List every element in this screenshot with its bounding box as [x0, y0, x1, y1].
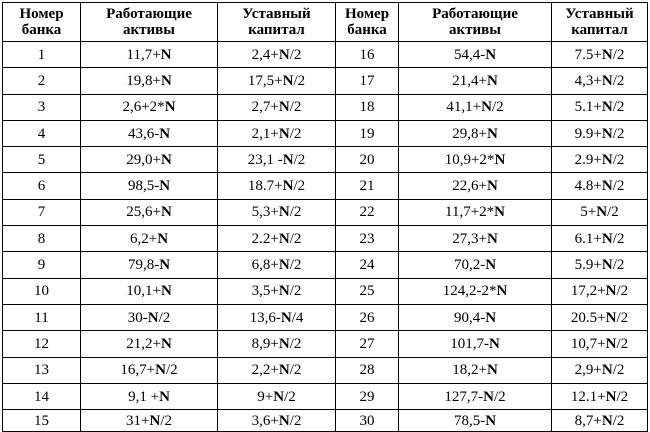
variable-n: N — [601, 362, 613, 379]
variable-n: N — [149, 412, 161, 429]
formula-part: /2 — [293, 72, 306, 89]
variable-n: N — [601, 230, 613, 247]
formula-part: /2 — [612, 362, 625, 379]
formula-part: 9.9+ — [574, 125, 602, 142]
formula-part: 2,1+ — [251, 125, 279, 142]
formula-part: 20.5+ — [570, 309, 606, 326]
variable-n: N — [159, 388, 170, 405]
variable-n: N — [486, 178, 498, 195]
formula-part: 127,7- — [444, 388, 484, 405]
table-row — [3, 278, 648, 304]
bank-number-cell: 20 — [336, 147, 399, 173]
variable-n: N — [601, 99, 613, 116]
charter-capital-cell — [552, 278, 648, 304]
charter-capital-cell — [552, 331, 648, 357]
table-body — [3, 42, 648, 432]
variable-n: N — [494, 151, 506, 168]
variable-n: N — [488, 335, 500, 352]
formula-part: 21,4+ — [452, 72, 487, 89]
variable-n: N — [485, 257, 497, 274]
working-assets-cell — [81, 120, 218, 146]
formula-part: 23,1 - — [247, 151, 283, 168]
charter-capital-cell — [218, 226, 336, 252]
formula-part: /2 — [158, 309, 171, 326]
formula-part: 2.9+ — [574, 151, 602, 168]
working-assets-cell — [81, 226, 218, 252]
formula-part: 8,9+ — [251, 335, 279, 352]
working-assets-cell — [399, 42, 552, 68]
formula-part: /2 — [612, 99, 625, 116]
bank-number-cell: 3 — [3, 94, 81, 120]
formula-part: /2 — [616, 309, 629, 326]
bank-number-cell: 29 — [336, 383, 399, 409]
formula-part: 78,5- — [453, 412, 486, 429]
table-row — [3, 94, 648, 120]
variable-n: N — [605, 283, 617, 300]
variable-n: N — [159, 125, 171, 142]
working-assets-cell — [81, 147, 218, 173]
formula-part: 12.1+ — [570, 388, 606, 405]
variable-n: N — [160, 204, 172, 221]
formula-part: 2,7+ — [251, 99, 279, 116]
variable-n: N — [485, 46, 497, 63]
table-row — [3, 68, 648, 94]
formula-part: /2 — [607, 204, 619, 221]
charter-capital-cell — [552, 120, 648, 146]
variable-n: N — [496, 283, 508, 300]
formula-part: 5+ — [580, 204, 597, 221]
bank-number-cell: 6 — [3, 173, 81, 199]
formula-part: 7.5+ — [574, 46, 602, 63]
formula-part: /2 — [612, 72, 625, 89]
formula-part: 11,7+2* — [445, 204, 495, 221]
formula-part: /2 — [293, 151, 306, 168]
charter-capital-cell — [218, 410, 336, 432]
table-row — [3, 226, 648, 252]
bank-number-cell: 8 — [3, 226, 81, 252]
bank-number-cell: 22 — [336, 199, 399, 225]
table-row — [3, 357, 648, 383]
formula-part: /2 — [612, 412, 625, 429]
formula-part: 79,8- — [127, 257, 160, 274]
formula-part: 5.9+ — [574, 257, 602, 274]
formula-part: 98,5- — [127, 178, 160, 195]
formula-part: 22,6+ — [452, 178, 487, 195]
working-assets-cell — [81, 173, 218, 199]
variable-n: N — [605, 335, 617, 352]
variable-n: N — [486, 72, 498, 89]
bank-number-cell: 30 — [336, 410, 399, 432]
table-header — [3, 3, 648, 42]
bank-number-cell: 18 — [336, 94, 399, 120]
formula-part: 10,9+2* — [444, 151, 495, 168]
charter-capital-cell — [218, 383, 336, 409]
working-assets-cell — [81, 199, 218, 225]
formula-part: 18,2+ — [452, 362, 487, 379]
bank-number-cell: 26 — [336, 304, 399, 330]
formula-part: 2.2+ — [251, 230, 279, 247]
formula-part: /2 — [612, 257, 625, 274]
formula-part: /2 — [289, 335, 302, 352]
header-charter-capital-right — [552, 3, 648, 42]
bank-number-cell: 16 — [336, 42, 399, 68]
formula-part: 25,6+ — [126, 204, 161, 221]
table-row — [3, 42, 648, 68]
charter-capital-cell — [218, 357, 336, 383]
working-assets-cell — [399, 226, 552, 252]
variable-n: N — [282, 72, 294, 89]
formula-part: /2 — [289, 46, 302, 63]
formula-part: 5.1+ — [574, 99, 602, 116]
header-working-assets-left — [81, 3, 218, 42]
formula-part: 6,8+ — [251, 257, 279, 274]
formula-part: 101,7- — [450, 335, 489, 352]
formula-part: 30- — [127, 309, 148, 326]
formula-part: /2 — [612, 125, 625, 142]
variable-n: N — [278, 335, 290, 352]
table-row — [3, 147, 648, 173]
header-text: Уставный — [242, 6, 311, 22]
working-assets-cell — [399, 410, 552, 432]
charter-capital-cell — [218, 120, 336, 146]
formula-part: 17,2+ — [570, 283, 606, 300]
charter-capital-cell — [218, 278, 336, 304]
variable-n: N — [601, 72, 613, 89]
variable-n: N — [485, 309, 497, 326]
variable-n: N — [601, 46, 613, 63]
charter-capital-cell — [218, 147, 336, 173]
header-text: активы — [123, 22, 175, 38]
variable-n: N — [160, 335, 172, 352]
bank-number-cell: 17 — [336, 68, 399, 94]
working-assets-cell — [399, 278, 552, 304]
variable-n: N — [605, 388, 617, 405]
charter-capital-cell — [552, 410, 648, 432]
formula-part: /2 — [612, 178, 625, 195]
table-row — [3, 331, 648, 357]
formula-part: 6.1+ — [574, 230, 602, 247]
variable-n: N — [601, 178, 613, 195]
header-working-assets-right — [399, 3, 552, 42]
bank-number-cell: 23 — [336, 226, 399, 252]
header-text: Номер — [344, 6, 390, 22]
formula-part: /2 — [289, 99, 302, 116]
variable-n: N — [273, 388, 285, 405]
formula-part: 3,5+ — [251, 283, 279, 300]
variable-n: N — [486, 230, 498, 247]
formula-part: /2 — [165, 362, 178, 379]
charter-capital-cell — [218, 42, 336, 68]
formula-part: 9,1 + — [128, 388, 160, 405]
formula-part: 21,2+ — [126, 335, 161, 352]
formula-part: 8,7+ — [574, 412, 602, 429]
variable-n: N — [601, 412, 613, 429]
working-assets-cell — [399, 173, 552, 199]
charter-capital-cell — [218, 68, 336, 94]
charter-capital-cell — [552, 383, 648, 409]
variable-n: N — [157, 230, 169, 247]
formula-part: /2 — [616, 388, 629, 405]
working-assets-cell — [399, 357, 552, 383]
bank-number-cell: 4 — [3, 120, 81, 146]
bank-number-cell: 11 — [3, 304, 81, 330]
variable-n: N — [486, 362, 498, 379]
formula-part: 29,8+ — [452, 125, 487, 142]
formula-part: /2 — [612, 230, 625, 247]
variable-n: N — [278, 230, 290, 247]
formula-part: 10,7+ — [570, 335, 606, 352]
formula-part: 54,4- — [453, 46, 486, 63]
formula-part: 17,5+ — [247, 72, 283, 89]
variable-n: N — [280, 309, 292, 326]
working-assets-cell — [81, 331, 218, 357]
working-assets-cell — [81, 68, 218, 94]
formula-part: /2 — [289, 230, 302, 247]
variable-n: N — [159, 178, 171, 195]
formula-part: /2 — [289, 125, 302, 142]
charter-capital-cell — [552, 68, 648, 94]
working-assets-cell — [81, 357, 218, 383]
variable-n: N — [601, 257, 613, 274]
header-text: Работающие — [432, 6, 518, 22]
bank-number-cell: 14 — [3, 383, 81, 409]
table-row — [3, 410, 648, 432]
formula-part: /2 — [491, 99, 504, 116]
formula-part: 43,6- — [127, 125, 160, 142]
formula-part: /2 — [612, 151, 625, 168]
formula-part: 19,8+ — [126, 72, 161, 89]
table-row — [3, 304, 648, 330]
formula-part: /2 — [493, 388, 506, 405]
charter-capital-cell — [218, 252, 336, 278]
bank-number-cell: 5 — [3, 147, 81, 173]
formula-part: 9+ — [257, 388, 274, 405]
working-assets-cell — [81, 278, 218, 304]
charter-capital-cell — [218, 304, 336, 330]
bank-number-cell: 19 — [336, 120, 399, 146]
formula-part: /2 — [289, 257, 302, 274]
charter-capital-cell — [552, 304, 648, 330]
formula-part: /2 — [289, 283, 302, 300]
variable-n: N — [278, 257, 290, 274]
formula-part: 31+ — [126, 412, 150, 429]
formula-part: /2 — [293, 178, 306, 195]
formula-part: 2,4+ — [251, 46, 279, 63]
charter-capital-cell — [552, 94, 648, 120]
formula-part: 3,6+ — [251, 412, 279, 429]
formula-part: /2 — [284, 388, 296, 405]
working-assets-cell — [399, 147, 552, 173]
bank-number-cell: 28 — [336, 357, 399, 383]
variable-n: N — [596, 204, 608, 221]
bank-number-cell: 15 — [3, 410, 81, 432]
working-assets-cell — [399, 383, 552, 409]
bank-number-cell: 9 — [3, 252, 81, 278]
charter-capital-cell — [218, 94, 336, 120]
formula-part: 90,4- — [453, 309, 486, 326]
header-text: банка — [347, 22, 387, 38]
working-assets-cell — [81, 383, 218, 409]
charter-capital-cell — [552, 42, 648, 68]
formula-part: 13,6- — [249, 309, 281, 326]
working-assets-cell — [399, 120, 552, 146]
formula-part: 16,7+ — [120, 362, 156, 379]
formula-part: 4.8+ — [574, 178, 602, 195]
variable-n: N — [494, 204, 505, 221]
charter-capital-cell — [218, 199, 336, 225]
table-row — [3, 120, 648, 146]
variable-n: N — [278, 362, 290, 379]
charter-capital-cell — [552, 357, 648, 383]
charter-capital-cell — [218, 331, 336, 357]
working-assets-cell — [81, 410, 218, 432]
formula-part: /2 — [616, 335, 629, 352]
header-text: капитал — [571, 22, 628, 38]
working-assets-cell — [399, 68, 552, 94]
variable-n: N — [481, 99, 492, 116]
formula-part: 18.7+ — [247, 178, 283, 195]
charter-capital-cell — [552, 199, 648, 225]
formula-part: /4 — [291, 309, 304, 326]
working-assets-cell — [81, 94, 218, 120]
variable-n: N — [282, 178, 294, 195]
header-row — [3, 3, 648, 42]
header-text: банка — [21, 22, 62, 38]
table-row — [3, 252, 648, 278]
header-text: Уставный — [565, 6, 634, 22]
variable-n: N — [155, 362, 166, 379]
bank-number-cell: 12 — [3, 331, 81, 357]
variable-n: N — [160, 283, 172, 300]
header-charter-capital-left — [218, 3, 336, 42]
header-text: Работающие — [106, 6, 192, 22]
working-assets-cell — [399, 94, 552, 120]
bank-number-cell: 25 — [336, 278, 399, 304]
formula-part: 2,2+ — [251, 362, 279, 379]
formula-part: 2,6+2* — [122, 99, 165, 116]
header-text: активы — [449, 22, 501, 38]
variable-n: N — [159, 257, 171, 274]
table-row — [3, 383, 648, 409]
bank-number-cell: 27 — [336, 331, 399, 357]
working-assets-cell — [399, 252, 552, 278]
formula-part: 27,3+ — [452, 230, 487, 247]
header-text: капитал — [248, 22, 305, 38]
formula-part: 11,7+ — [126, 46, 161, 63]
variable-n: N — [483, 388, 494, 405]
variable-n: N — [605, 309, 617, 326]
formula-part: 2,9+ — [574, 362, 602, 379]
working-assets-cell — [81, 304, 218, 330]
variable-n: N — [486, 125, 498, 142]
formula-part: 5,3+ — [251, 204, 279, 221]
bank-data-table — [2, 2, 648, 432]
formula-part: /2 — [616, 283, 629, 300]
table-row — [3, 199, 648, 225]
charter-capital-cell — [218, 173, 336, 199]
formula-part: /2 — [289, 362, 302, 379]
bank-number-cell: 7 — [3, 199, 81, 225]
working-assets-cell — [81, 252, 218, 278]
formula-part: 10,1+ — [126, 283, 161, 300]
formula-part: /2 — [612, 46, 625, 63]
variable-n: N — [278, 99, 290, 116]
formula-part: 70,2- — [453, 257, 486, 274]
formula-part: /2 — [160, 412, 172, 429]
formula-part: 4,3+ — [574, 72, 602, 89]
bank-number-cell: 10 — [3, 278, 81, 304]
variable-n: N — [278, 412, 290, 429]
formula-part: 6,2+ — [129, 230, 158, 247]
formula-part: 41,1+ — [446, 99, 482, 116]
variable-n: N — [278, 125, 290, 142]
variable-n: N — [601, 151, 613, 168]
bank-number-cell: 1 — [3, 42, 81, 68]
variable-n: N — [485, 412, 497, 429]
header-text: Номер — [19, 6, 64, 22]
bank-number-cell: 2 — [3, 68, 81, 94]
variable-n: N — [160, 151, 172, 168]
working-assets-cell — [81, 42, 218, 68]
variable-n: N — [278, 204, 290, 221]
variable-n: N — [164, 99, 176, 116]
formula-part: 124,2-2* — [442, 283, 497, 300]
variable-n: N — [282, 151, 294, 168]
working-assets-cell — [399, 331, 552, 357]
bank-number-cell: 21 — [336, 173, 399, 199]
variable-n: N — [160, 72, 172, 89]
charter-capital-cell — [552, 147, 648, 173]
variable-n: N — [147, 309, 159, 326]
bank-number-cell: 13 — [3, 357, 81, 383]
variable-n: N — [160, 46, 172, 63]
variable-n: N — [278, 283, 290, 300]
charter-capital-cell — [552, 226, 648, 252]
working-assets-cell — [399, 199, 552, 225]
header-bank-number-right — [336, 3, 399, 42]
bank-number-cell: 24 — [336, 252, 399, 278]
variable-n: N — [601, 125, 613, 142]
charter-capital-cell — [552, 173, 648, 199]
formula-part: /2 — [289, 204, 302, 221]
working-assets-cell — [399, 304, 552, 330]
table-row — [3, 173, 648, 199]
header-bank-number-left — [3, 3, 81, 42]
formula-part: 29,0+ — [126, 151, 161, 168]
formula-part: /2 — [289, 412, 302, 429]
charter-capital-cell — [552, 252, 648, 278]
variable-n: N — [278, 46, 290, 63]
